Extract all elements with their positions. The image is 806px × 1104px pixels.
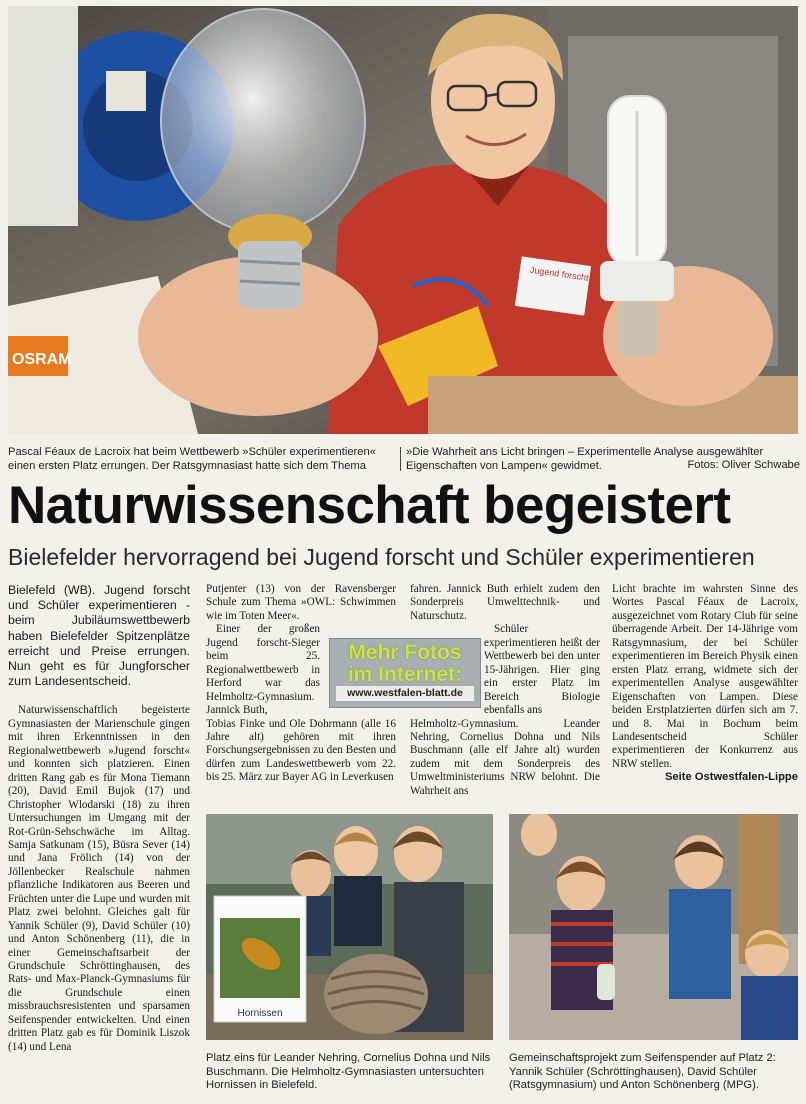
hornets-photo <box>206 814 493 1040</box>
lead-paragraph: Bielefeld (WB). Jugend forscht und Schüler experimentieren - beim Jubiläumswettbewerb haben Bielefelder Spitzenplätze erreicht und Preise errungen. Nun geht es für Jungforscher zum Landesentscheid. <box>8 583 190 689</box>
infobox-title: Mehr Fotos im Internet: <box>347 641 463 686</box>
main-photo-caption-left: Pascal Féaux de Lacroix hat beim Wettbewerb »Schüler experimentieren« einen ersten Platz errungen. Der Ratsgymnasiast hatte sich dem Thema <box>8 446 376 472</box>
main-photo-caption-right: »Die Wahrheit ans Licht bringen – Experimentelle Analyse ausgewählter Eigenschaften von Lampen« gewidmet. <box>406 446 764 472</box>
body-paragraph-2a: Putjenter (13) von der Ravensberger Schule zum Thema »OWL: Schwimmen wie im Toten Meer«. <box>206 583 396 622</box>
main-photo <box>8 6 798 434</box>
caption-divider <box>400 447 401 471</box>
svg-text:Hornissen: Hornissen <box>237 1008 283 1019</box>
article-column-1 <box>8 583 190 1054</box>
body-paragraph-4: Licht brachte im wahrsten Sinne des Wortes Pascal Féaux de Lacroix, ausgezeichnet vom Rotary Club für seine überragende Arbeit. Der 14-Jährige vom Ratsgymnasium, der bei Schüler experimentieren im Bereich Physik einen ersten Platz errang, widmete sich der experimentellen Analyse ausgewählter Eigenschaften von Lampen. Diese beiden Erstplatzierten dürfen sich am 7. und 8. Mai in Bochum beim Landesentscheid Schüler experimentieren der Konkurrenz aus NRW stellen. <box>612 583 798 770</box>
soap-dispenser-photo <box>509 814 798 1040</box>
body-paragraph-1: Naturwissenschaftlich begeisterte Gymnasiasten der Marienschule gingen mit ihren Erkenntnissen in den Regionalwettbewerb »Jugend forscht« und konnten sich platzieren. Einen dritten Rang gab es für Mona Tiemann (20), David Emil Bujok (17) und Christopher Wlodarski (18) zu ihren Untersuchungen im Umgang mit der Rot-Grün-Sehschwäche im Alltag. Samja Satkunam (15), Büsra Sever (14) und Jana Frölich (14) von der Jöllenbecker Realschule nahmen pflanzliche Indikatoren aus Beeren und Früchten unter die Lupe und wurden mit Platz zwei belohnt. Gleiches galt für Yannik Schüler (9), David Schüler (10) und Anton Schönenberg (11), die in einer Gemeinschaftsarbeit der Grundschule Schröttinghausen, des Rats- und Max-Planck-Gymnasiums für die Grundschule einen missbrauchsresistenten und sparsamen Seifenspender entwickelten. Und einen dritten Platz gab es für Dominik Liszok (14) und Lena <box>8 704 190 1053</box>
subheadline: Bielefelder hervorragend bei Jugend forscht und Schüler experimentieren <box>8 544 755 570</box>
see-also-reference[interactable]: Seite Ostwestfalen-Lippe <box>664 771 798 784</box>
body-paragraph-2b: Einer der großen Jugend forscht-Sieger beim 25. Regionalwettbewerb in Herford war das Helmholtz-Gymnasium. Jannick Buth, <box>206 623 320 717</box>
body-paragraph-3b: Schüler experimentieren heißt der Wettbewerb bei den unter 15-Jährigen. Hier ging ein erster Platz im Bereich Biologie ebenfalls ans <box>484 623 600 717</box>
main-photo-image <box>8 6 798 434</box>
photo-credit: Fotos: Oliver Schwabe <box>687 459 800 471</box>
body-paragraph-2c: Tobias Finke und Ole Dohrmann (alle 16 Jahre alt) gehören mit ihren Forschungsergebnissen zu den Besten und dürfen zum Landeswettbewerb vom 22. bis 25. März zur Bayer AG in Leverkusen <box>206 717 396 784</box>
body-paragraph-3a: fahren. Jannick Buth erhielt zudem den Sonderpreis Umwelttechnik- und Naturschutz. <box>410 583 600 622</box>
soap-dispenser-photo-caption: Gemeinschaftsprojekt zum Seifenspender auf Platz 2: Yannik Schüler (Schröttinghausen), David Schüler (Ratsgymnasium) und Anton Schönenberg (MPG). <box>509 1052 776 1091</box>
hornets-photo-image <box>206 814 493 1040</box>
svg-text:Jugend forscht: Jugend forscht <box>529 264 590 283</box>
infobox-url-link[interactable]: www.westfalen-blatt.de <box>336 686 474 701</box>
soap-dispenser-photo-image <box>509 814 798 1040</box>
article-column-4 <box>612 583 798 785</box>
headline: Naturwissenschaft begeistert <box>8 476 731 535</box>
article-column-3 <box>410 583 600 798</box>
hornets-photo-caption: Platz eins für Leander Nehring, Cornelius Dohna und Nils Buschmann. Die Helmholtz-Gymnasiasten untersuchten Hornissen in Bielefeld. <box>206 1052 491 1091</box>
body-paragraph-3c: Helmholtz-Gymnasium. Leander Nehring, Cornelius Dohna und Nils Buschmann (alle elf Jahre alt) wurden zudem mit dem Sonderpreis des Umweltministeriums NRW belohnt. Die Wahrheit ans <box>410 717 600 797</box>
svg-text:OSRAM: OSRAM <box>12 351 72 368</box>
